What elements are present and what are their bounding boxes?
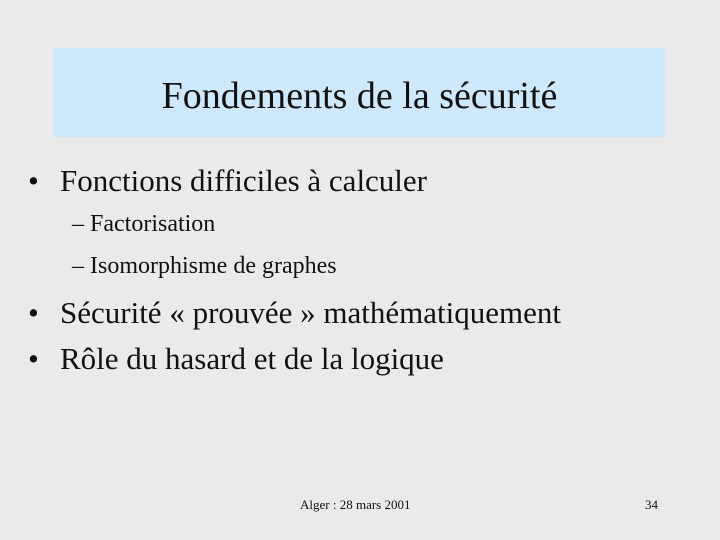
subitem-1-2: [72, 254, 337, 278]
footer-date: Alger : 28 mars 2001: [300, 497, 411, 512]
slide-title-box: [54, 48, 665, 137]
bullet-text: Sécurité « prouvée » mathématiquement: [60, 295, 561, 330]
bullet-marker: •: [28, 295, 39, 330]
subitem-marker: –: [72, 211, 84, 237]
bullet-marker: •: [28, 341, 39, 376]
subitem-text: Isomorphisme de graphes: [90, 253, 337, 279]
subitem-text: Factorisation: [90, 211, 216, 237]
subitem-1-1: [72, 212, 215, 236]
slide-title: Fondements de la sécurité: [161, 74, 558, 117]
bullet-item-1: [28, 165, 427, 196]
bullet-item-3: [28, 343, 444, 374]
bullet-item-2: [28, 297, 561, 328]
subitem-marker: –: [72, 253, 84, 279]
bullet-marker: •: [28, 163, 39, 198]
page-number: 34: [645, 497, 658, 512]
bullet-text: Fonctions difficiles à calculer: [60, 163, 428, 198]
bullet-text: Rôle du hasard et de la logique: [60, 341, 444, 376]
